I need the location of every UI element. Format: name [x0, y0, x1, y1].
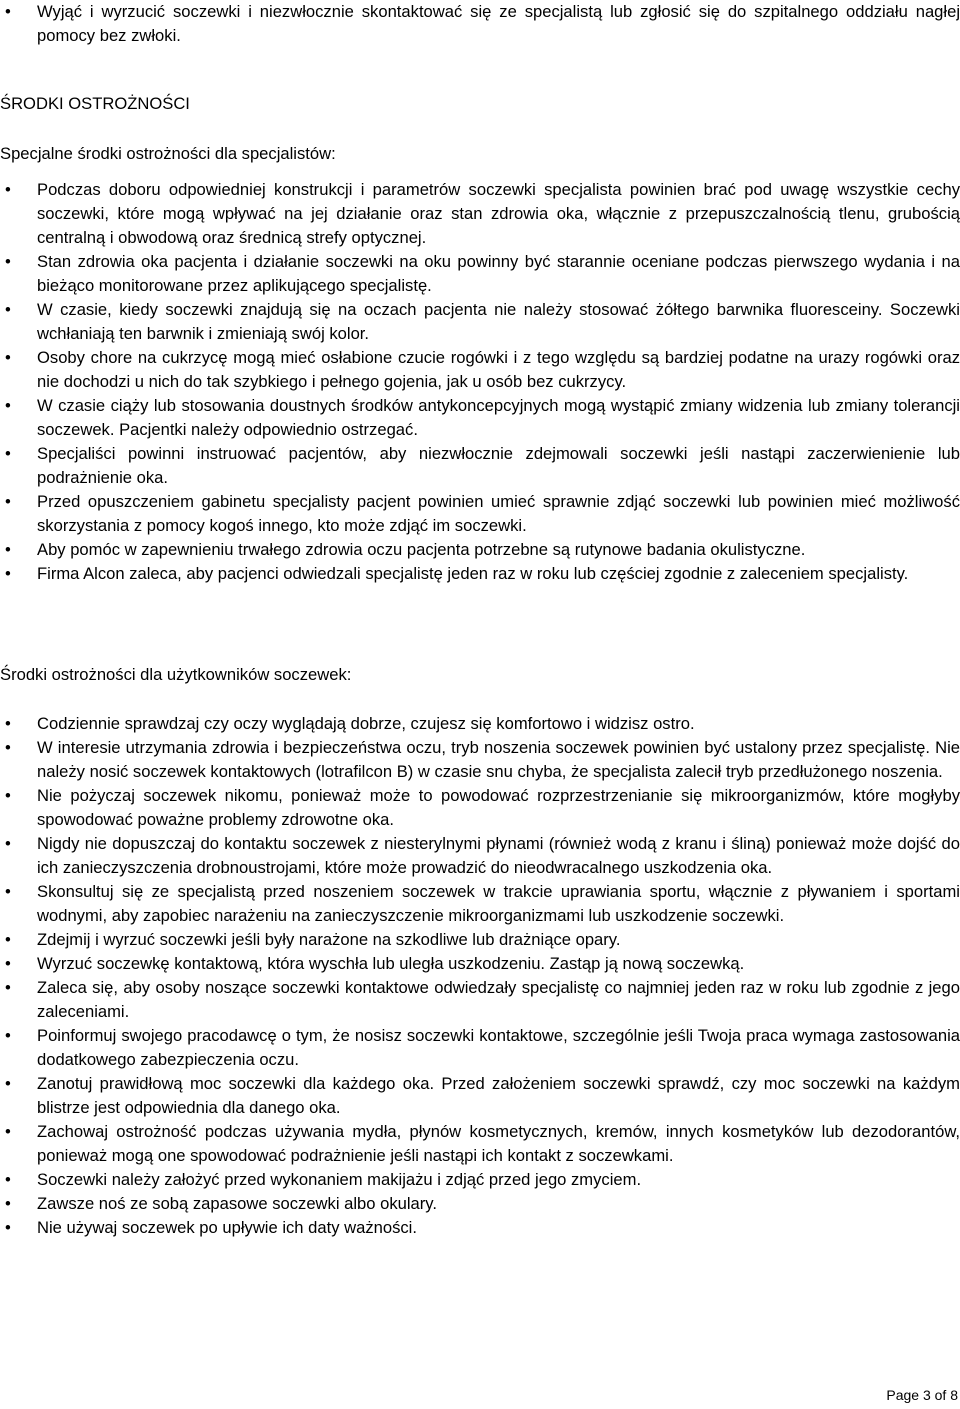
- bullet-icon: •: [5, 1170, 11, 1189]
- bullet-icon: •: [5, 348, 11, 367]
- list-item: [0, 490, 960, 538]
- list-item-text: Wyrzuć soczewkę kontaktową, która wyschła lub uległa uszkodzeniu. Zastąp ją nową soczewką.: [37, 954, 745, 973]
- bullet-icon: •: [5, 252, 11, 271]
- list-item-text: Nigdy nie dopuszczaj do kontaktu soczewek z niesterylnymi płynami (również wodą z kranu i śliną) ponieważ może dojść do ich zanieczyszczenia drobnoustrojami, które może prowadzić do nieodwracalnego uszkodzenia oka.: [37, 834, 960, 877]
- bullet-icon: •: [5, 954, 11, 973]
- list-item-text: Zdejmij i wyrzuć soczewki jeśli były narażone na szkodliwe lub drażniące opary.: [37, 930, 621, 949]
- list-item-text: Skonsultuj się ze specjalistą przed noszeniem soczewek w trakcie uprawiania sportu, włącznie z pływaniem i sportami wodnymi, aby zapobiec narażeniu na zanieczyszczenie mikroorganizmami lub uszkodzenie soczewki.: [37, 882, 960, 925]
- list-item-text: Nie używaj soczewek po upływie ich daty ważności.: [37, 1218, 417, 1237]
- bullet-icon: •: [5, 978, 11, 997]
- list-item-text: Zaleca się, aby osoby noszące soczewki kontaktowe odwiedzały specjalistę co najmniej jeden raz w roku lub zgodnie z jego zaleceniami.: [37, 978, 960, 1021]
- list-item-text: Aby pomóc w zapewnieniu trwałego zdrowia oczu pacjenta potrzebne są rutynowe badania okulistyczne.: [37, 540, 806, 559]
- bullet-icon: •: [5, 1218, 11, 1237]
- bullet-icon: •: [5, 714, 11, 733]
- bullet-icon: •: [5, 180, 11, 199]
- bullet-icon: •: [5, 882, 11, 901]
- list-item: [0, 538, 960, 562]
- bullet-icon: •: [5, 2, 11, 21]
- list-item: [0, 736, 960, 784]
- list-item: [0, 298, 960, 346]
- list-item-text: Zawsze noś ze sobą zapasowe soczewki albo okulary.: [37, 1194, 437, 1213]
- list-item: [0, 952, 960, 976]
- users-intro: Środki ostrożności dla użytkowników soczewek:: [0, 665, 352, 684]
- list-item-text: Osoby chore na cukrzycę mogą mieć osłabione czucie rogówki i z tego względu są bardziej podatne na urazy rogówki oraz nie dochodzi u nich do tak szybkiego i pełnego gojenia, jak u osób bez cukrzycy.: [37, 348, 960, 391]
- users-bullet-list: [0, 712, 960, 1240]
- list-item-text: Codziennie sprawdzaj czy oczy wyglądają dobrze, czujesz się komfortowo i widzisz ostro.: [37, 714, 695, 733]
- bullet-icon: •: [5, 444, 11, 463]
- bullet-icon: •: [5, 786, 11, 805]
- bullet-icon: •: [5, 1026, 11, 1045]
- list-item: [0, 1216, 960, 1240]
- bullet-icon: •: [5, 540, 11, 559]
- list-item: [0, 178, 960, 250]
- bullet-icon: •: [5, 492, 11, 511]
- bullet-icon: •: [5, 300, 11, 319]
- list-item-text: Podczas doboru odpowiedniej konstrukcji i parametrów soczewki specjalista powinien brać pod uwagę wszystkie cechy soczewki, które mogą wpływać na jej działanie oraz stan zdrowia oka, włącznie z przepuszczalnością tlenu, grubością centralną i obwodową oraz średnicą strefy optycznej.: [37, 180, 960, 247]
- list-item: [0, 1192, 960, 1216]
- bullet-icon: •: [5, 738, 11, 757]
- list-item-text: Stan zdrowia oka pacjenta i działanie soczewki na oku powinny być starannie oceniane podczas pierwszego wydania i na bieżąco monitorowane przez aplikującego specjalistę.: [37, 252, 960, 295]
- list-item-text: Zachowaj ostrożność podczas używania mydła, płynów kosmetycznych, kremów, innych kosmetyków lub dezodorantów, ponieważ mogą one spowodować podrażnienie jeśli nastąpi ich kontakt z soczewkami.: [37, 1122, 960, 1165]
- list-item-text: Poinformuj swojego pracodawcę o tym, że nosisz soczewki kontaktowe, szczególnie jeśli Twoja praca wymaga zastosowania dodatkowego zabezpieczenia oczu.: [37, 1026, 960, 1069]
- list-item: [0, 346, 960, 394]
- bullet-icon: •: [5, 834, 11, 853]
- list-item-text: Nie pożyczaj soczewek nikomu, ponieważ może to powodować rozprzestrzenianie się mikroorganizmów, które mogłyby spowodować poważne problemy zdrowotne oka.: [37, 786, 960, 829]
- list-item-text: Przed opuszczeniem gabinetu specjalisty pacjent powinien umieć sprawnie zdjąć soczewki lub powinien mieć możliwość skorzystania z pomocy kogoś innego, kto może zdjąć im soczewki.: [37, 492, 960, 535]
- list-item: [0, 712, 960, 736]
- list-item: [0, 562, 960, 586]
- bullet-icon: •: [5, 1122, 11, 1141]
- list-item: [0, 976, 960, 1024]
- list-item-text: Specjaliści powinni instruować pacjentów, aby niezwłocznie zdejmowali soczewki jeśli nastąpi zaczerwienienie lub podrażnienie oka.: [37, 444, 960, 487]
- list-item: [0, 1072, 960, 1120]
- bullet-icon: •: [5, 396, 11, 415]
- page-number: Page 3 of 8: [886, 1387, 958, 1403]
- list-item-text: Wyjąć i wyrzucić soczewki i niezwłocznie skontaktować się ze specjalistą lub zgłosić się do szpitalnego oddziału nagłej pomocy bez zwłoki.: [37, 2, 960, 45]
- list-item-text: W czasie, kiedy soczewki znajdują się na oczach pacjenta nie należy stosować żółtego barwnika fluoresceiny. Soczewki wchłaniają ten barwnik i zmieniają swój kolor.: [37, 300, 960, 343]
- list-item: [0, 394, 960, 442]
- bullet-icon: •: [5, 564, 11, 583]
- list-item: [0, 442, 960, 490]
- list-item-text: Firma Alcon zaleca, aby pacjenci odwiedzali specjalistę jeden raz w roku lub częściej zgodnie z zaleceniem specjalisty.: [37, 564, 909, 583]
- list-item: [0, 784, 960, 832]
- section-heading: ŚRODKI OSTROŻNOŚCI: [0, 94, 190, 113]
- list-item-text: Zanotuj prawidłową moc soczewki dla każdego oka. Przed założeniem soczewki sprawdź, czy moc soczewki na każdym blistrze jest odpowiednia dla danego oka.: [37, 1074, 960, 1117]
- bullet-icon: •: [5, 1074, 11, 1093]
- list-item-text: Soczewki należy założyć przed wykonaniem makijażu i zdjąć przed jego zmyciem.: [37, 1170, 642, 1189]
- specialists-intro: Specjalne środki ostrożności dla specjalistów:: [0, 144, 336, 163]
- list-item: [0, 250, 960, 298]
- list-item: [0, 880, 960, 928]
- list-item-text: W interesie utrzymania zdrowia i bezpieczeństwa oczu, tryb noszenia soczewek powinien być ustalony przez specjalistę. Nie należy nosić soczewek kontaktowych (lotrafilcon B) w czasie snu chyba, że specjalista zalecił tryb przedłużonego noszenia.: [37, 738, 960, 781]
- specialists-bullet-list: [0, 178, 960, 586]
- list-item: [0, 1120, 960, 1168]
- list-item: [0, 928, 960, 952]
- list-item: [0, 832, 960, 880]
- list-item-text: W czasie ciąży lub stosowania doustnych środków antykoncepcyjnych mogą wystąpić zmiany widzenia lub zmiany tolerancji soczewek. Pacjentki należy odpowiednio ostrzegać.: [37, 396, 960, 439]
- top-bullet-list: [0, 0, 960, 48]
- bullet-icon: •: [5, 1194, 11, 1213]
- list-item: [0, 1168, 960, 1192]
- bullet-icon: •: [5, 930, 11, 949]
- list-item: [0, 0, 960, 48]
- list-item: [0, 1024, 960, 1072]
